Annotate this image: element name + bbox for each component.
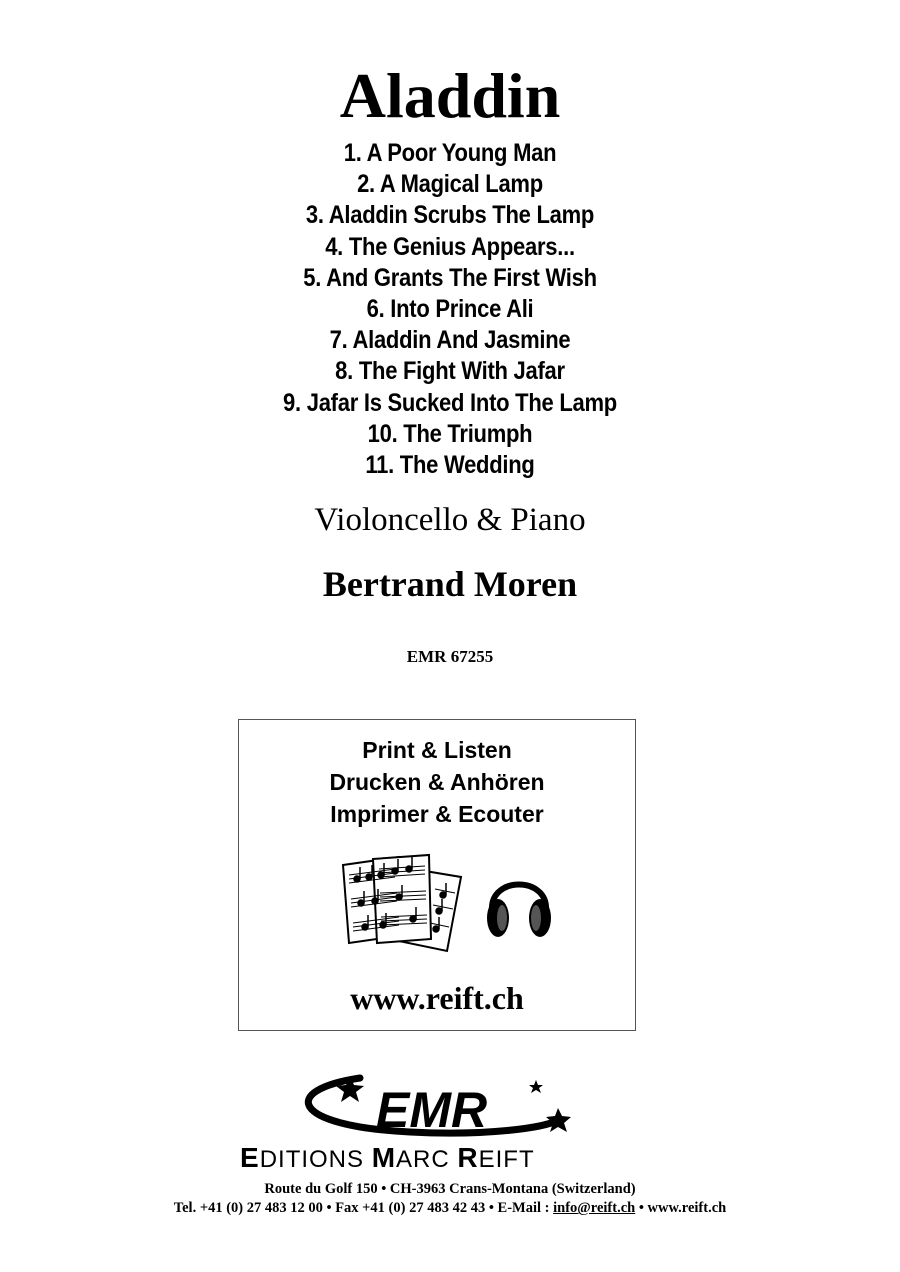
track-item: 7. Aladdin And Jasmine [329,326,571,355]
publisher-contact [0,1199,900,1218]
composer-name: Bertrand Moren [322,564,578,604]
track-item: 4. The Genius Appears... [325,232,575,261]
publisher-address: Route du Golf 150 • CH-3963 Crans-Montana (Switzerland) [264,1181,636,1197]
tel-fax: Tel. +41 (0) 27 483 12 00 • Fax +41 (0) 27 483 42 43 • E-Mail : [173,1200,554,1216]
print-listen-box [238,719,636,1031]
promo-website: www.reift.ch [350,980,524,1016]
track-item: 10. The Triumph [367,419,533,448]
page-title: Aladdin [339,60,561,131]
promo-line-fr: Imprimer & Ecouter [330,801,544,827]
track-item: 5. And Grants The First Wish [303,263,597,292]
emr-logo [240,1072,680,1172]
web-address: • www.reift.ch [635,1200,727,1216]
logo-mark-text: EMR [376,1082,488,1138]
instrumentation: Violoncello & Piano [314,502,586,538]
track-item: 1. A Poor Young Man [343,139,557,167]
promo-line-de: Drucken & Anhören [329,769,545,795]
sheet-music-icon [339,853,469,953]
promo-line-en: Print & Listen [362,737,512,763]
publisher-name: EDITIONS MARC REIFT [240,1142,535,1172]
email-link[interactable]: info@reift.ch [553,1200,636,1216]
track-item: 9. Jafar Is Sucked Into The Lamp [283,388,617,417]
track-item: 6. Into Prince Ali [366,294,534,323]
catalog-number: EMR 67255 [406,647,494,666]
headphones-icon [484,862,554,942]
track-item: 3. Aladdin Scrubs The Lamp [305,201,595,230]
track-item: 2. A Magical Lamp [357,170,543,199]
track-item: 11. The Wedding [365,450,535,479]
track-list [0,138,900,481]
track-item: 8. The Fight With Jafar [335,357,565,386]
